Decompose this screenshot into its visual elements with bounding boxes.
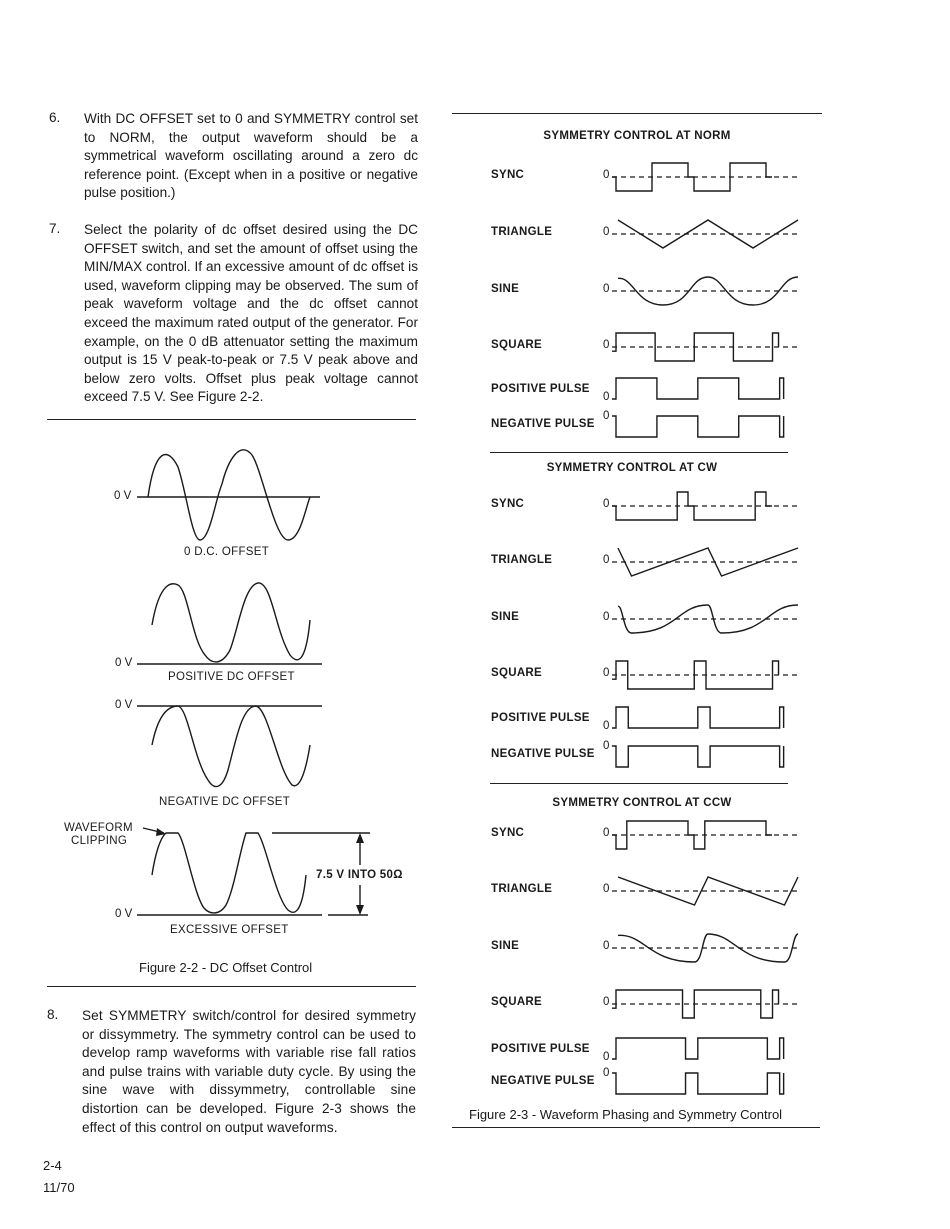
row-label-negative-pulse-1: NEGATIVE PULSE — [491, 418, 595, 430]
row-label-triangle-3: TRIANGLE — [491, 883, 553, 895]
zero-marker-sync-2: 0 — [603, 498, 610, 510]
waveform-positive-pulse-1 — [612, 378, 784, 399]
item8-number: 8. — [47, 1007, 59, 1022]
row-label-sine-2: SINE — [491, 611, 520, 623]
item7-text: Select the polarity of dc offset desired using the DC OFFSET switch, and set the amount of offset using the MIN/MAX control. If an excessive amount of dc offset is used, waveform clipping may be observed. The sum of peak waveform voltage and the dc offset cannot exceed the maximum rated output of the generator. For example, on the 0 dB attenuator setting the maximum output is 15 V peak-to-peak or 7.5 V peak above and below zero volts. Offset plus peak voltage cannot exceed 7.5 V. See Figure 2-2. — [84, 222, 418, 405]
waveform-negative-pulse-3 — [612, 1073, 784, 1094]
item6-number: 6. — [49, 110, 61, 125]
waveform-triangle-3 — [618, 877, 798, 905]
row-label-sync-2: SYNC — [491, 498, 525, 510]
section-title-1: SYMMETRY CONTROL AT NORM — [543, 130, 731, 142]
zero-marker-triangle-2: 0 — [603, 554, 610, 566]
zero-marker-sine-3: 0 — [603, 940, 610, 952]
row-label-positive-pulse-2: POSITIVE PULSE — [491, 712, 590, 724]
page-date: 11/70 — [43, 1180, 75, 1195]
zero-marker-square-3: 0 — [603, 996, 610, 1008]
waveform-sine-1 — [618, 277, 798, 305]
waveform-triangle-1 — [618, 220, 798, 248]
row-label-positive-pulse-1: POSITIVE PULSE — [491, 383, 590, 395]
waveform-triangle-2 — [618, 548, 798, 576]
ov-label-3: 0 V — [115, 699, 133, 711]
zero-offset-label: 0 D.C. OFFSET — [184, 546, 270, 558]
row-label-square-2: SQUARE — [491, 667, 543, 679]
page-number: 2-4 — [43, 1158, 62, 1173]
row-label-sine-3: SINE — [491, 940, 520, 952]
zero-marker-sine-1: 0 — [603, 283, 610, 295]
zero-marker-positive-pulse-1: 0 — [603, 391, 610, 403]
item8-text: Set SYMMETRY switch/control for desired symmetry or dissymmetry. The symmetry control can be used to develop ramp waveforms with variable rise fall ratios and pulse trains with variable duty cycle. By using the sine wave with dissymmetry, controllable sine distortion can be developed. Figure 2-3 shows the effect of this control on output waveforms. — [82, 1008, 416, 1135]
zero-marker-sine-2: 0 — [603, 611, 610, 623]
section-title-2: SYMMETRY CONTROL AT CW — [546, 462, 718, 474]
zero-marker-sync-3: 0 — [603, 827, 610, 839]
row-label-negative-pulse-3: NEGATIVE PULSE — [491, 1075, 595, 1087]
figure-2-3-caption: Figure 2-3 - Waveform Phasing and Symmetry Control — [469, 1107, 783, 1122]
section-title-3: SYMMETRY CONTROL AT CCW — [552, 797, 732, 809]
zero-marker-square-1: 0 — [603, 339, 610, 351]
row-label-triangle-1: TRIANGLE — [491, 226, 553, 238]
row-label-triangle-2: TRIANGLE — [491, 554, 553, 566]
waveform-positive-pulse-2 — [612, 707, 784, 728]
zero-marker-positive-pulse-2: 0 — [603, 720, 610, 732]
item7-number: 7. — [49, 221, 61, 236]
row-label-sync-1: SYNC — [491, 169, 525, 181]
zero-marker-negative-pulse-1: 0 — [603, 410, 610, 422]
row-label-square-3: SQUARE — [491, 996, 543, 1008]
ov-label-2: 0 V — [115, 657, 133, 669]
voltage-label: 7.5 V INTO 50Ω — [316, 869, 403, 881]
zero-marker-triangle-3: 0 — [603, 883, 610, 895]
ov-label-1: 0 V — [114, 490, 132, 502]
clipping-label-line2: CLIPPING — [71, 835, 128, 847]
waveform-sine-3 — [618, 934, 798, 962]
positive-offset-label: POSITIVE DC OFFSET — [168, 671, 295, 683]
negative-offset-label: NEGATIVE DC OFFSET — [159, 796, 291, 808]
row-label-negative-pulse-2: NEGATIVE PULSE — [491, 748, 595, 760]
zero-marker-square-2: 0 — [603, 667, 610, 679]
row-label-sine-1: SINE — [491, 283, 520, 295]
zero-marker-negative-pulse-3: 0 — [603, 1067, 610, 1079]
waveform-positive-pulse-3 — [612, 1038, 784, 1059]
row-label-positive-pulse-3: POSITIVE PULSE — [491, 1043, 590, 1055]
zero-marker-negative-pulse-2: 0 — [603, 740, 610, 752]
excessive-offset-label: EXCESSIVE OFFSET — [170, 924, 289, 936]
waveform-negative-pulse-1 — [612, 416, 784, 437]
zero-marker-sync-1: 0 — [603, 169, 610, 181]
clipping-label-line1: WAVEFORM — [64, 822, 133, 834]
zero-marker-triangle-1: 0 — [603, 226, 610, 238]
ov-label-4: 0 V — [115, 908, 133, 920]
figure-2-2-caption: Figure 2-2 - DC Offset Control — [139, 960, 313, 975]
zero-marker-positive-pulse-3: 0 — [603, 1051, 610, 1063]
waveform-negative-pulse-2 — [612, 746, 784, 767]
item6-text: With DC OFFSET set to 0 and SYMMETRY control set to NORM, the output waveform should be a symmetrical waveform oscillating around a zero dc reference point. (Except when in a positive or negative pulse position.) — [84, 111, 418, 201]
row-label-sync-3: SYNC — [491, 827, 525, 839]
row-label-square-1: SQUARE — [491, 339, 543, 351]
waveform-sine-2 — [618, 605, 798, 633]
